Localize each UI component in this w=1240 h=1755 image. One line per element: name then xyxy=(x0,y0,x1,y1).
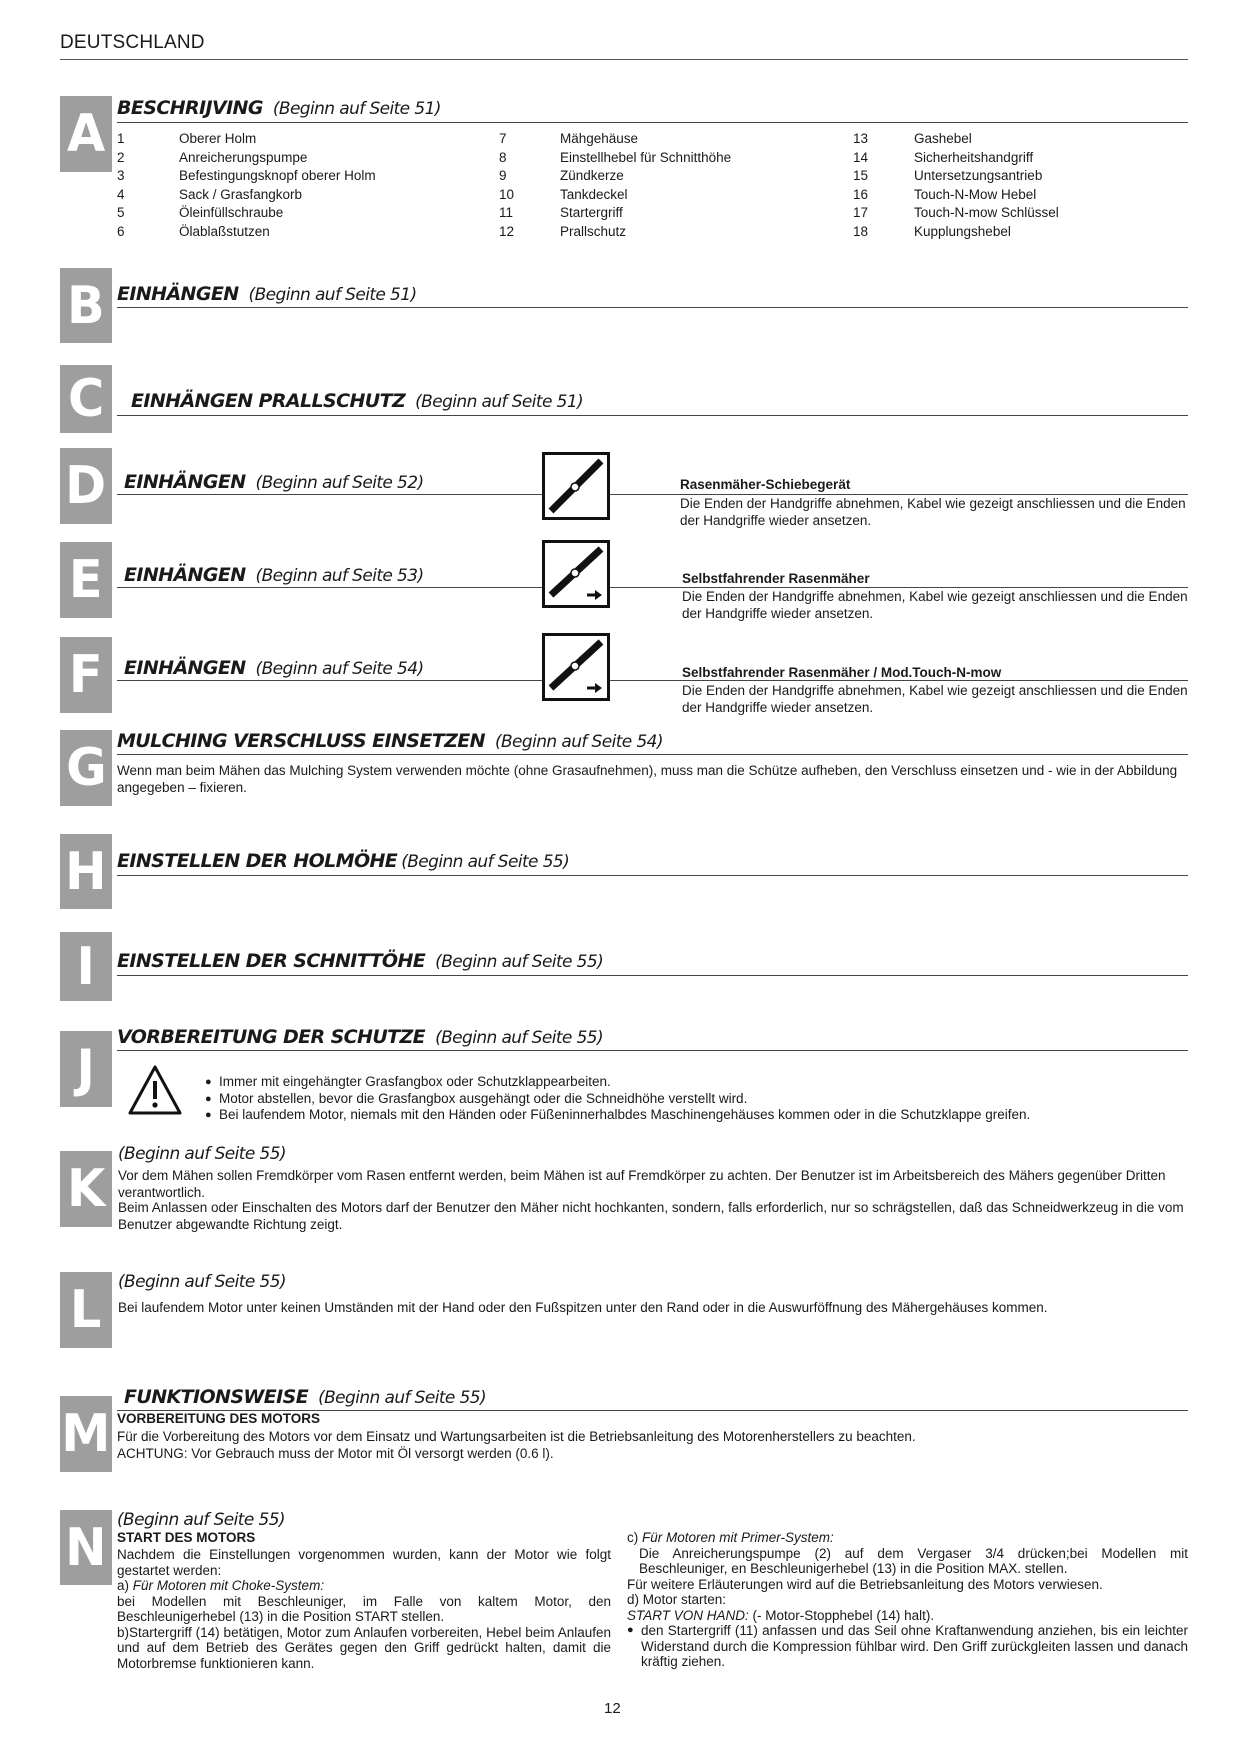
section-n-right-c: c) Für Motoren mit Primer-System: xyxy=(627,1530,834,1545)
section-a-rule xyxy=(117,122,1188,123)
section-letter-m: M xyxy=(60,1396,112,1472)
page-number: 12 xyxy=(604,1700,621,1717)
section-f-title: EINHÄNGEN (Beginn auf Seite 54) xyxy=(124,657,424,679)
section-i-title: EINSTELLEN DER SCHNITTÖHE (Beginn auf Seite 55) xyxy=(117,950,604,972)
part-number: 3 xyxy=(117,168,125,183)
part-label: Tankdeckel xyxy=(560,186,628,202)
part-label: Anreicherungspumpe xyxy=(179,149,308,165)
section-d-heading: Rasenmäher-Schiebegerät xyxy=(680,477,851,492)
part-number: 9 xyxy=(499,168,507,183)
section-letter-h: H xyxy=(60,834,112,909)
part-label: Gashebel xyxy=(914,131,972,146)
section-letter-j: J xyxy=(60,1031,112,1107)
touch-n-mow-cable-icon xyxy=(542,633,610,701)
section-letter-i: I xyxy=(60,932,112,1001)
section-a-title: BESCHRIJVING (Beginn auf Seite 51) xyxy=(117,97,441,119)
section-f-heading: Selbstfahrender Rasenmäher / Mod.Touch-N-mow xyxy=(682,665,1002,680)
section-g-title: MULCHING VERSCHLUSS EINSETZEN (Beginn auf Seite 54) xyxy=(117,730,663,752)
part-number: 15 xyxy=(853,168,869,183)
part-number: 2 xyxy=(117,149,125,165)
section-n-left-b: b)Startergriff (14) betätigen, Motor zum Anlaufen vorbereiten, Hebel beim Anlaufen und auf dem Betrieb des Gerätes gegen den Griff gedrückt halten, damit die Motorbremse funktionieren kann. xyxy=(117,1624,611,1671)
section-c-title: EINHÄNGEN PRALLSCHUTZ (Beginn auf Seite 51) xyxy=(131,390,584,412)
section-letter-e: E xyxy=(60,542,112,618)
part-label: Ölablaßstutzen xyxy=(179,223,270,239)
section-d-title: EINHÄNGEN (Beginn auf Seite 52) xyxy=(124,471,424,493)
section-k-p2: Beim Anlassen oder Einschalten des Motors darf der Benutzer den Mäher nicht hochkanten, sondern, falls erforderlich, nur so schrägstellen, daß das Schneidwerkzeug in die vom Benutzer abgewandte Richtung zeigt. xyxy=(118,1200,1184,1232)
section-i-rule xyxy=(117,975,1188,976)
section-g-text: Wenn man beim Mähen das Mulching System verwenden möchte (ohne Grasaufnehmen), muss man die Schütze aufheben, den Verschluss einsetzen und - wie in der Abbildung angegeben – fixieren. xyxy=(117,763,1178,795)
section-d-text: Die Enden der Handgriffe abnehmen, Kabel wie gezeigt anschliessen und die Enden der Handgriffe wieder ansetzen. xyxy=(680,496,1186,528)
part-number: 8 xyxy=(499,149,507,165)
section-letter-n: N xyxy=(60,1510,112,1585)
part-number: 1 xyxy=(117,131,125,146)
section-l-text: Bei laufendem Motor unter keinen Umständen mit der Hand oder den Fußspitzen unter den Rand oder in die Auswurföffnung des Mähergehäuses kommen. xyxy=(118,1300,1048,1315)
section-h-title: EINSTELLEN DER HOLMÖHE (Beginn auf Seite 55) xyxy=(117,850,570,872)
section-n-left-p1: Nachdem die Einstellungen vorgenommen wurden, kann der Motor wie folgt gestartet werden: xyxy=(117,1547,611,1578)
list-item: ● Bei laufendem Motor, niemals mit den Händen oder Füßeninnerhalbdes Maschinengehäuses kommen oder in die Schutzklappe greifen. xyxy=(205,1107,1185,1124)
part-label: Zündkerze xyxy=(560,168,624,183)
part-label: Öleinfüllschraube xyxy=(179,205,284,220)
section-j-rule xyxy=(117,1050,1188,1051)
cable-diagram-icon xyxy=(542,452,610,520)
section-m-title: FUNKTIONSWEISE (Beginn auf Seite 55) xyxy=(124,1386,487,1408)
part-number: 11 xyxy=(499,205,514,220)
part-label: Startergriff xyxy=(560,205,623,220)
section-k-sub: (Beginn auf Seite 55) xyxy=(118,1144,286,1164)
part-number: 6 xyxy=(117,223,125,239)
part-label: Untersetzungsantrieb xyxy=(914,168,1043,183)
part-number: 10 xyxy=(499,186,515,202)
list-item: ● den Startergriff (11) anfassen und das Seil ohne Kraftanwendung anziehen, bis ein leichter Widerstand durch die Kompression fühlbar wird. Den Griff zurückgleiten lassen und danach kräftig ziehen. xyxy=(627,1623,1188,1670)
section-letter-l: L xyxy=(60,1272,112,1348)
section-letter-b: B xyxy=(60,268,112,343)
part-label: Mähgehäuse xyxy=(560,131,639,146)
section-n-left-a: a) Für Motoren mit Choke-System: xyxy=(117,1578,325,1593)
section-b-title: EINHÄNGEN (Beginn auf Seite 51) xyxy=(117,283,417,305)
section-letter-c: C xyxy=(60,365,112,433)
section-e-heading: Selbstfahrender Rasenmäher xyxy=(682,571,870,586)
section-n-right-column xyxy=(627,1530,1188,1670)
section-n-right-d: d) Motor starten: xyxy=(627,1592,727,1607)
part-label: Einstellhebel für Schnitthöhe xyxy=(560,149,732,165)
part-label: Befestingungsknopf oberer Holm xyxy=(179,168,376,183)
part-number: 17 xyxy=(853,205,869,220)
section-n-left-a-text: bei Modellen mit Beschleuniger, im Falle von kaltem Motor, den Beschleunigerhebel (13) in die Position START stellen. xyxy=(117,1593,611,1624)
part-number: 7 xyxy=(499,131,507,146)
section-k-p1: Vor dem Mähen sollen Fremdkörper vom Rasen entfernt werden, beim Mähen ist auf Fremdkörper zu achten. Der Benutzer ist im Arbeitsbereich des Mähers gegenüber Dritten verantwortlich. xyxy=(118,1168,1166,1200)
section-n-right-p2: Für weitere Erläuterungen wird auf die Betriebsanleitung des Motors verwiesen. xyxy=(627,1576,1103,1592)
part-number: 14 xyxy=(853,149,869,165)
section-letter-d: D xyxy=(60,448,112,524)
part-number: 5 xyxy=(117,205,125,220)
list-item: ● Immer mit eingehängter Grasfangbox oder Schutzklappearbeiten. xyxy=(205,1074,1185,1091)
part-number: 4 xyxy=(117,186,125,202)
section-e-text: Die Enden der Handgriffe abnehmen, Kabel wie gezeigt anschliessen und die Enden der Handgriffe wieder ansetzen. xyxy=(682,589,1188,621)
section-e-title: EINHÄNGEN (Beginn auf Seite 53) xyxy=(124,564,424,586)
section-letter-k: K xyxy=(60,1151,112,1227)
section-m-p2: ACHTUNG: Vor Gebrauch muss der Motor mit Öl versorgt werden (0.6 l). xyxy=(117,1446,554,1461)
header-rule xyxy=(60,59,1188,60)
section-a-sub: (Beginn auf Seite 51) xyxy=(272,99,441,119)
section-n-right-hand: START VON HAND: (- Motor-Stopphebel (14) halt). xyxy=(627,1607,935,1623)
section-letter-g: G xyxy=(60,730,112,806)
section-letter-f: F xyxy=(60,637,112,713)
part-label: Kupplungshebel xyxy=(914,223,1011,239)
section-d-rule xyxy=(117,494,1188,495)
part-label: Oberer Holm xyxy=(179,131,257,146)
section-j-bullets xyxy=(205,1074,1185,1124)
section-e-rule xyxy=(117,587,1188,588)
part-number: 18 xyxy=(853,223,869,239)
section-b-rule xyxy=(117,307,1188,308)
section-letter-a: A xyxy=(60,96,112,172)
section-j-title: VORBEREITUNG DER SCHUTZE (Beginn auf Seite 55) xyxy=(117,1026,604,1048)
section-n-left-column xyxy=(117,1547,611,1671)
part-label: Touch-N-mow Schlüssel xyxy=(914,205,1059,220)
part-number: 12 xyxy=(499,223,515,239)
part-number: 13 xyxy=(853,131,869,146)
section-c-rule xyxy=(117,415,1188,416)
part-number: 16 xyxy=(853,186,869,202)
section-n-right-c-text: Die Anreicherungspumpe (2) auf dem Vergaser 3/4 drücken;bei Modellen mit Beschleuniger, en Beschleunigerhebel (13) in die Position MAX. stellen. xyxy=(639,1545,1188,1576)
section-n-right-bullets xyxy=(627,1623,1188,1670)
section-g-rule xyxy=(117,754,1188,755)
section-m-heading: VORBEREITUNG DES MOTORS xyxy=(117,1411,321,1426)
list-item: ● Motor abstellen, bevor die Grasfangbox ausgehängt oder die Schneidhöhe verstellt wird. xyxy=(205,1091,1185,1108)
part-label: Touch-N-Mow Hebel xyxy=(914,186,1037,202)
part-label: Sack / Grasfangkorb xyxy=(179,186,303,202)
header-country: DEUTSCHLAND xyxy=(60,32,205,53)
section-h-rule xyxy=(117,875,1188,876)
warning-triangle-icon xyxy=(127,1063,183,1122)
section-l-sub: (Beginn auf Seite 55) xyxy=(118,1272,286,1292)
part-label: Sicherheitshandgriff xyxy=(914,149,1034,165)
self-propelled-cable-icon xyxy=(542,540,610,608)
section-m-p1: Für die Vorbereitung des Motors vor dem Einsatz und Wartungsarbeiten ist die Betriebsanleitung des Motorenherstellers zu beachten. xyxy=(117,1429,916,1444)
section-n-heading: START DES MOTORS xyxy=(117,1530,256,1545)
part-label: Prallschutz xyxy=(560,223,627,239)
section-f-text: Die Enden der Handgriffe abnehmen, Kabel wie gezeigt anschliessen und die Enden der Handgriffe wieder ansetzen. xyxy=(682,683,1188,715)
section-f-rule xyxy=(117,680,1188,681)
section-n-sub: (Beginn auf Seite 55) xyxy=(117,1510,285,1530)
